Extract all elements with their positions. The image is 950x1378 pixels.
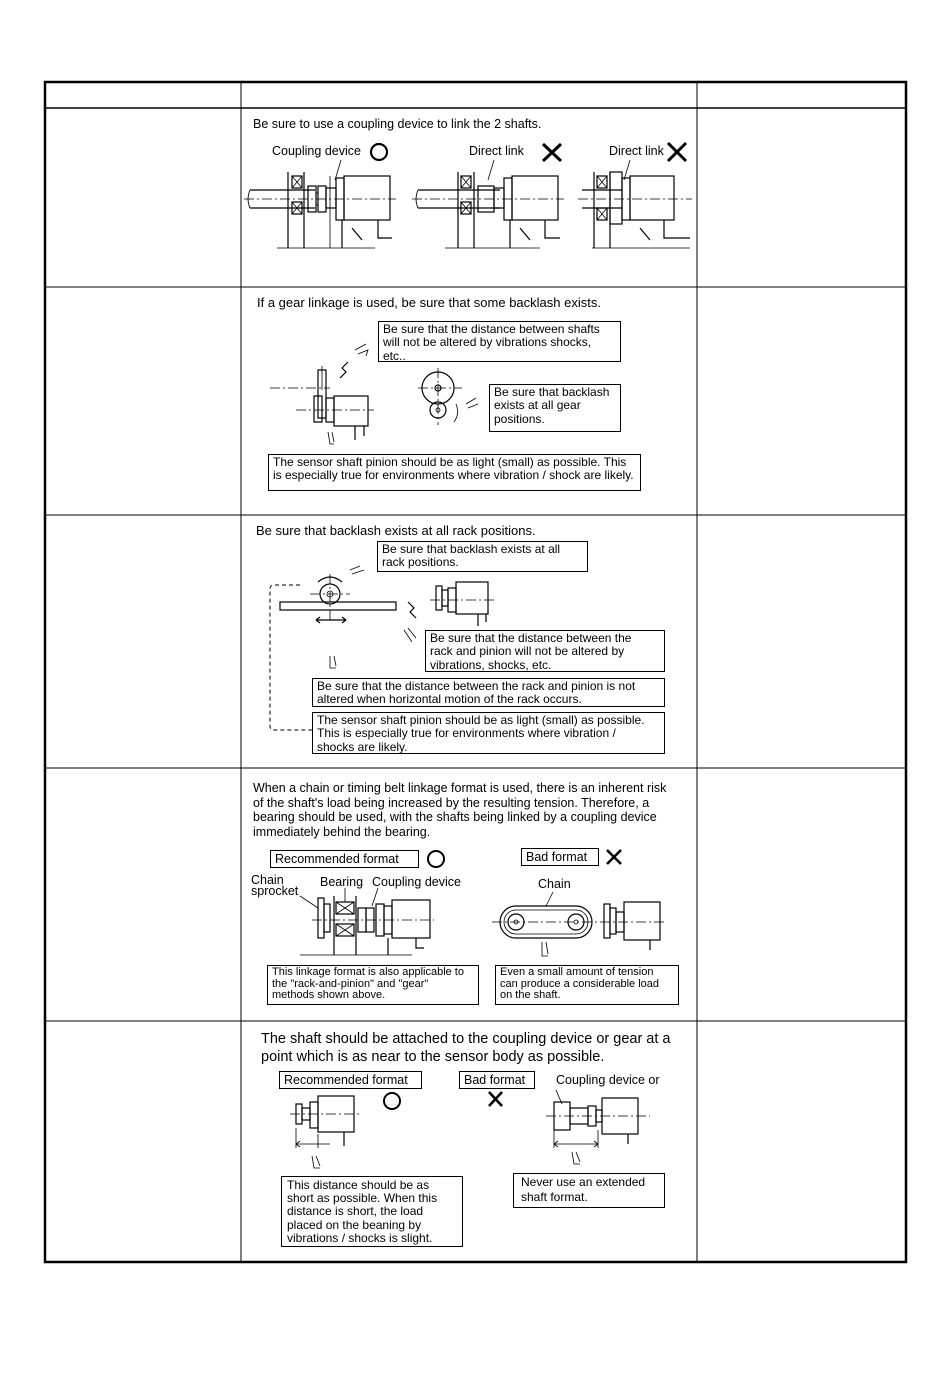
bad-format-label: Bad format: [521, 848, 599, 866]
label-line: Chain: [251, 873, 284, 887]
label-direct-link-1: Direct link: [469, 144, 524, 158]
label-coupling-or: Coupling device or: [556, 1073, 660, 1087]
note-line: shaft format.: [521, 1190, 588, 1204]
instruction-line: of the shaft's load being increased by the resulting tension. Therefore, a: [253, 795, 650, 810]
note-line: short as possible. When this: [287, 1191, 438, 1206]
note-line: The sensor shaft pinion should be as light (small) as possible. This: [273, 455, 627, 469]
note-line: Even a small amount of tension: [500, 966, 654, 978]
note-line: shocks are likely.: [317, 739, 408, 754]
label-bearing: Bearing: [320, 875, 364, 889]
note-line: positions.: [494, 411, 545, 426]
recommended-format-label: Recommended format: [270, 850, 419, 868]
ok-mark-icon: [384, 1093, 400, 1109]
note-line: Never use an extended: [521, 1175, 646, 1189]
recommended-format-label-row5: Recommended format: [279, 1071, 422, 1089]
note-line: This linkage format is also applicable to: [272, 966, 464, 978]
note-line: The sensor shaft pinion should be as light (small) as possible.: [317, 713, 645, 727]
extended-shaft-diagram-icon: [546, 1090, 650, 1164]
note-line: This is especially true for environments where vibration /: [317, 726, 616, 741]
note-line: Be sure that the distance between the rack and pinion is not: [317, 679, 636, 693]
note-line: methods shown above.: [272, 989, 386, 1002]
label-coupling-device-row4: Coupling device: [372, 875, 461, 889]
note-line: Be sure that the distance between shafts: [383, 322, 600, 336]
note-line: Be sure that the distance between the: [430, 631, 632, 645]
row2-instruction: If a gear linkage is used, be sure that some backlash exists.: [257, 295, 601, 310]
short-shaft-diagram-icon: [290, 1096, 362, 1168]
note-line: vibrations, shocks, etc.: [430, 657, 552, 672]
note-line: rack positions.: [382, 555, 459, 570]
bad-format-label-row5: Bad format: [459, 1071, 535, 1089]
label-line: sprocket: [251, 884, 299, 898]
instruction-line: immediately behind the bearing.: [253, 824, 431, 839]
instruction-line: The shaft should be attached to the coupling device or gear at a: [261, 1031, 671, 1047]
note-line: distance is short, the load: [287, 1204, 424, 1219]
note-line: will not be altered by vibrations shocks, etc..: [383, 335, 592, 363]
label-chain: Chain: [538, 877, 571, 891]
note-line: rack and pinion will not be altered by: [430, 644, 625, 659]
row3-instruction: Be sure that backlash exists at all rack positions.: [256, 523, 536, 538]
note-line: the "rack-and-pinion" and "gear": [272, 977, 429, 990]
note-line: This distance should be as: [287, 1178, 430, 1192]
note-line: Be sure that backlash: [494, 385, 610, 399]
row1-instruction: Be sure to use a coupling device to link the 2 shafts.: [253, 117, 542, 131]
instruction-line: point which is as near to the sensor body as possible.: [261, 1049, 605, 1065]
instruction-line: When a chain or timing belt linkage format is used, there is an inherent risk: [253, 781, 667, 795]
note-line: Be sure that backlash exists at all: [382, 542, 561, 556]
ng-mark-icon: [489, 1092, 502, 1106]
label-coupling-device: Coupling device: [272, 144, 361, 158]
note-line: can produce a considerable load: [500, 977, 660, 990]
note-line: placed on the beaning by: [287, 1217, 422, 1232]
instruction-line: bearing should be used, with the shafts being linked by a coupling device: [253, 810, 657, 825]
label-direct-link-2: Direct link: [609, 144, 664, 158]
note-line: on the shaft.: [500, 989, 561, 1002]
note-line: altered when horizontal motion of the rack occurs.: [317, 692, 582, 707]
note-line: vibrations / shocks is slight.: [287, 1230, 433, 1245]
note-line: is especially true for environments where vibration / shock are likely.: [273, 468, 634, 483]
note-line: exists at all gear: [494, 398, 581, 413]
